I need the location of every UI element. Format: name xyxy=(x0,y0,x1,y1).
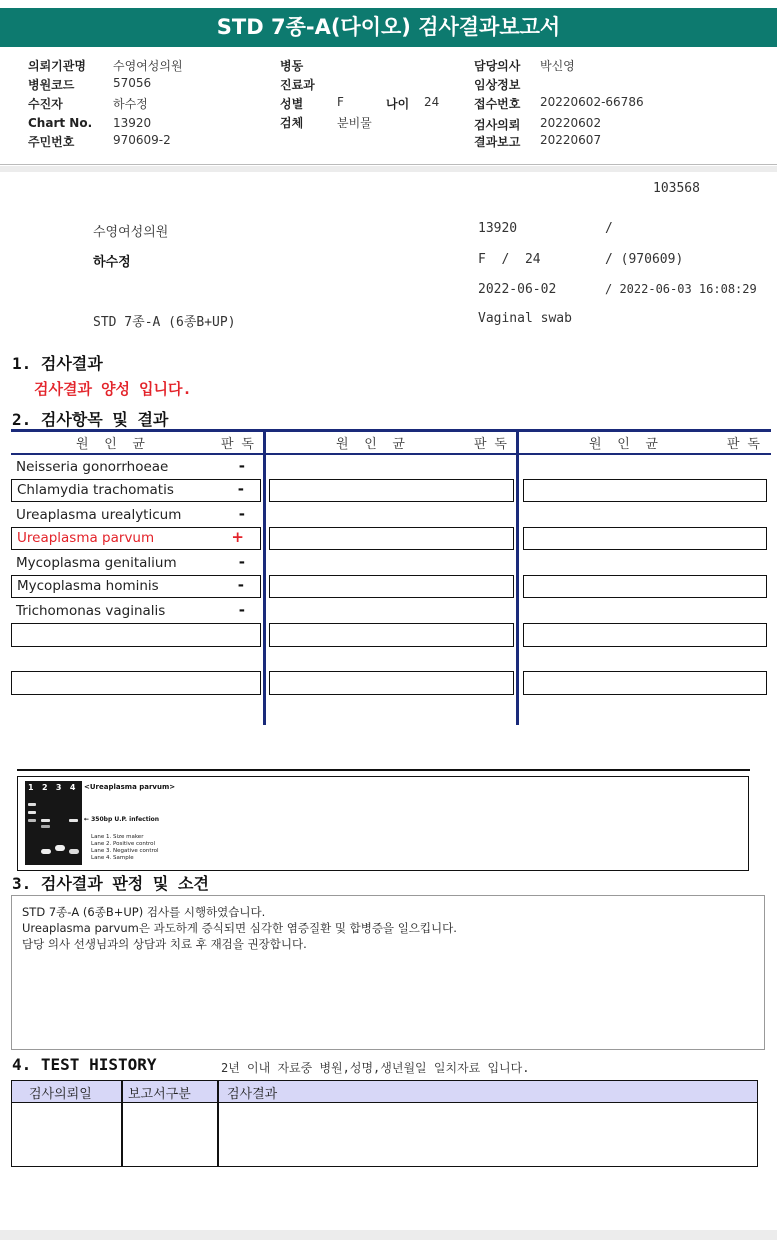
divider xyxy=(0,164,777,165)
result-row xyxy=(11,505,261,527)
organism-name: Mycoplasma genitalium xyxy=(16,555,177,571)
result-mark: - xyxy=(237,480,244,498)
gel-electrophoresis-image xyxy=(25,781,82,865)
organism-name: Ureaplasma parvum xyxy=(17,530,155,546)
summary-slash: / xyxy=(605,221,613,236)
section2-title: 2. 검사항목 및 결과 xyxy=(12,410,169,429)
report-title: STD 7종-A(다이오) 검사결과보고서 xyxy=(0,8,777,47)
history-table-header xyxy=(12,1081,757,1103)
empty-row xyxy=(269,527,514,550)
summary-specimen: Vaginal swab xyxy=(478,311,572,326)
empty-row xyxy=(11,623,261,647)
history-column-header: 검사의뢰일 xyxy=(29,1087,92,1102)
empty-row xyxy=(269,575,514,598)
gel-legend-item: Lane 2. Positive control xyxy=(91,841,156,847)
result-mark: - xyxy=(238,601,245,619)
sex-value: F xyxy=(337,95,344,109)
doctor-value: 박신영 xyxy=(540,59,575,73)
summary-hospital: 수영여성의원 xyxy=(93,225,169,240)
request-date-label: 검사의뢰 xyxy=(474,118,521,132)
gel-legend-item: Lane 4. Sample xyxy=(91,855,134,861)
column-header-organism: 원 인 균 xyxy=(589,437,658,452)
patient-value: 하수정 xyxy=(113,97,148,111)
organism-name: Chlamydia trachomatis xyxy=(17,482,174,498)
empty-row xyxy=(523,623,767,647)
gel-band xyxy=(41,825,50,828)
result-row xyxy=(11,575,261,598)
result-row xyxy=(11,457,261,479)
result-mark: - xyxy=(237,576,244,594)
result-grid-top-rule xyxy=(11,429,771,432)
organism-name: Ureaplasma urealyticum xyxy=(16,507,182,523)
lane-number: 2 xyxy=(41,783,48,792)
opinion-line: 담당 의사 선생님과의 상담과 치료 후 재검을 권장합니다. xyxy=(22,937,307,951)
opinion-text xyxy=(22,904,457,952)
organism-name: Neisseria gonorrhoeae xyxy=(16,459,169,475)
sex-label: 성별 xyxy=(280,97,304,111)
summary-sex-age: F / 24 xyxy=(478,252,541,267)
hospital-name-label: 의뢰기관명 xyxy=(28,59,86,73)
gel-arrow-label: ← 350bp U.P. infection xyxy=(84,816,160,823)
resident-no-value: 970609-2 xyxy=(113,133,171,147)
separator-band xyxy=(0,166,777,172)
result-mark: - xyxy=(238,553,245,571)
lane-numbers xyxy=(28,783,75,792)
positive-result-text: 검사결과 양성 입니다. xyxy=(34,380,192,398)
ward-label: 병동 xyxy=(280,59,304,73)
gel-legend-item: Lane 1. Size maker xyxy=(91,834,144,840)
column-divider xyxy=(516,429,519,725)
section4-title: 4. TEST HISTORY xyxy=(12,1055,157,1074)
summary-patient: 하수정 xyxy=(93,255,131,270)
lane-number: 3 xyxy=(55,783,62,792)
history-column-header: 검사결과 xyxy=(227,1087,278,1102)
gel-band xyxy=(69,849,79,854)
opinion-line: STD 7종-A (6종B+UP) 검사를 시행하였습니다. xyxy=(22,905,266,919)
empty-row xyxy=(269,479,514,502)
resident-no-label: 주민번호 xyxy=(28,135,75,149)
empty-row xyxy=(523,575,767,598)
clinical-info-label: 임상정보 xyxy=(474,78,521,92)
result-row xyxy=(11,553,261,575)
hospital-code-label: 병원코드 xyxy=(28,78,75,92)
history-column-divider xyxy=(121,1081,123,1166)
column-header-result: 판 독 xyxy=(474,437,507,452)
opinion-box xyxy=(11,895,765,1050)
result-mark: + xyxy=(231,528,244,546)
summary-birth: / (970609) xyxy=(605,252,684,267)
result-mark: - xyxy=(238,505,245,523)
gel-band xyxy=(41,849,51,854)
hospital-name-value: 수영여성의원 xyxy=(113,59,183,73)
chart-no-value: 13920 xyxy=(113,116,152,130)
column-header-result: 판 독 xyxy=(221,437,254,452)
footer-band xyxy=(0,1230,777,1240)
empty-row xyxy=(269,671,514,695)
request-date-value: 20220602 xyxy=(540,116,602,130)
summary-report-datetime: / 2022-06-03 16:08:29 xyxy=(605,282,757,296)
summary-request-date: 2022-06-02 xyxy=(478,282,557,297)
history-column-header: 보고서구분 xyxy=(128,1087,191,1102)
column-header-organism: 원 인 균 xyxy=(76,437,145,452)
report-date-value: 20220607 xyxy=(540,133,602,147)
gel-band xyxy=(55,845,65,851)
gel-band xyxy=(69,819,78,822)
age-label: 나이 xyxy=(386,97,410,111)
summary-chart: 13920 xyxy=(478,221,518,236)
gel-title: <Ureaplasma parvum> xyxy=(84,783,176,791)
result-mark: - xyxy=(238,457,245,475)
gel-band xyxy=(28,811,36,814)
chart-no-label: Chart No. xyxy=(28,116,93,130)
section3-title: 3. 검사결과 판정 및 소견 xyxy=(12,874,209,893)
gel-arrow-text: 350bp U.P. infection xyxy=(91,816,160,823)
history-note: 2년 이내 자료중 병원,성명,생년월일 일치자료 입니다. xyxy=(221,1061,530,1075)
lane-number: 1 xyxy=(28,783,34,792)
receipt-no-value: 20220602-66786 xyxy=(540,95,644,109)
empty-row xyxy=(269,623,514,647)
doctor-label: 담당의사 xyxy=(474,59,521,73)
report-number: 103568 xyxy=(653,181,700,196)
age-value: 24 xyxy=(424,95,440,109)
empty-row xyxy=(523,527,767,550)
column-divider xyxy=(263,429,266,725)
column-header-organism: 원 인 균 xyxy=(336,437,405,452)
receipt-no-label: 접수번호 xyxy=(474,97,521,111)
gel-band xyxy=(41,819,50,822)
lane-number: 4 xyxy=(69,783,76,792)
opinion-line: Ureaplasma parvum은 과도하게 증식되면 심각한 염증질환 및 합병증을 일으킵니다. xyxy=(22,921,457,935)
gel-legend-item: Lane 3. Negative control xyxy=(91,848,159,854)
column-header-result: 판 독 xyxy=(727,437,760,452)
section1-title: 1. 검사결과 xyxy=(12,354,103,373)
empty-row xyxy=(11,671,261,695)
report-date-label: 결과보고 xyxy=(474,135,521,149)
result-row xyxy=(11,479,261,502)
organism-name: Mycoplasma hominis xyxy=(17,578,159,594)
organism-name: Trichomonas vaginalis xyxy=(16,603,166,619)
empty-row xyxy=(523,671,767,695)
empty-row xyxy=(523,479,767,502)
specimen-label: 검체 xyxy=(280,116,304,130)
summary-test-name: STD 7종-A (6종B+UP) xyxy=(93,315,236,330)
gel-band xyxy=(28,803,36,806)
history-column-divider xyxy=(217,1081,219,1166)
gel-top-rule xyxy=(17,769,750,771)
hospital-code-value: 57056 xyxy=(113,76,152,90)
department-label: 진료과 xyxy=(280,78,315,92)
patient-label: 수진자 xyxy=(28,97,63,111)
specimen-value: 분비물 xyxy=(337,116,372,130)
gel-band xyxy=(28,819,36,822)
result-grid-header-rule xyxy=(11,453,771,455)
history-table xyxy=(11,1080,758,1167)
result-row-positive xyxy=(11,527,261,550)
result-row xyxy=(11,601,261,623)
